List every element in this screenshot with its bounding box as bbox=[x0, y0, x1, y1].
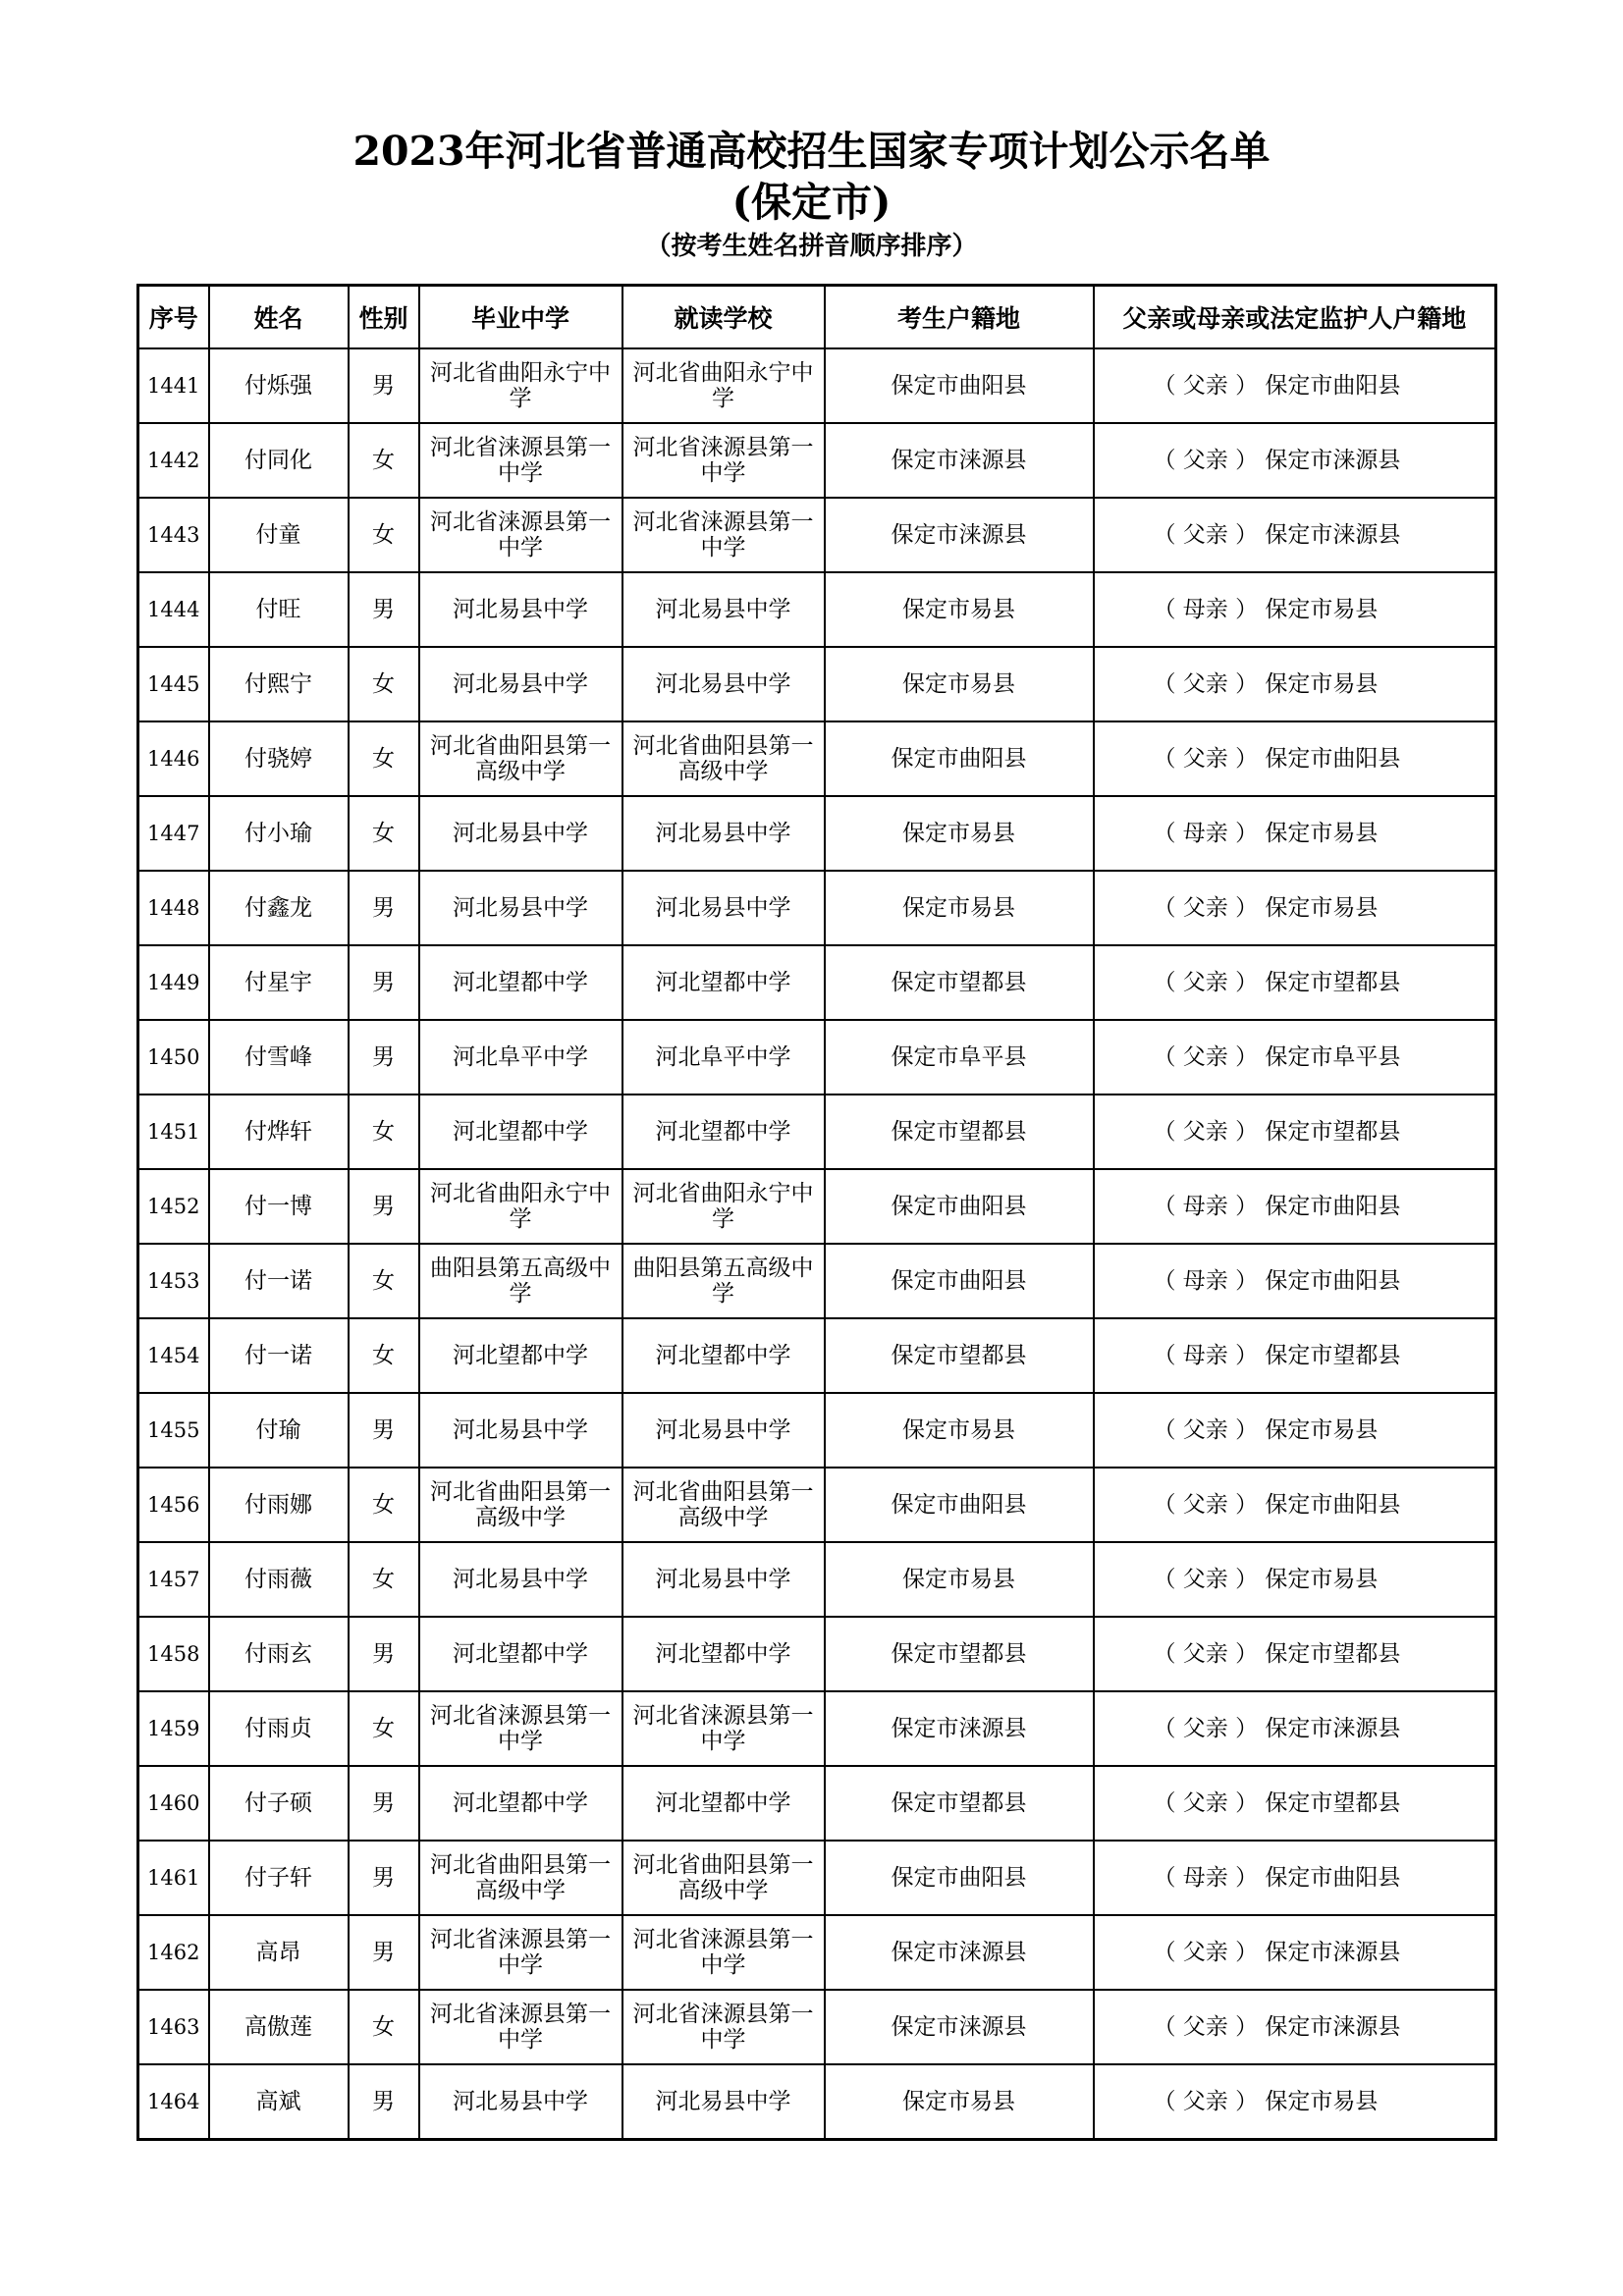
column-header-graduation-school: 毕业中学 bbox=[419, 286, 622, 349]
cell-number: 1455 bbox=[138, 1393, 209, 1468]
cell-number: 1451 bbox=[138, 1095, 209, 1169]
cell-gender: 女 bbox=[349, 1095, 419, 1169]
cell-student-hukou: 保定市易县 bbox=[825, 572, 1094, 647]
cell-student-hukou: 保定市曲阳县 bbox=[825, 1244, 1094, 1318]
cell-gender: 女 bbox=[349, 1318, 419, 1393]
table-header-row bbox=[138, 286, 1496, 349]
cell-graduation-school: 河北易县中学 bbox=[419, 1542, 622, 1617]
cell-name: 付小瑜 bbox=[209, 796, 349, 871]
cell-guardian-hukou: （ 母亲 ） 保定市曲阳县 bbox=[1094, 1841, 1496, 1915]
table-row bbox=[138, 348, 1496, 423]
cell-graduation-school: 河北望都中学 bbox=[419, 1318, 622, 1393]
cell-gender: 男 bbox=[349, 1393, 419, 1468]
cell-current-school: 河北望都中学 bbox=[622, 1766, 825, 1841]
cell-guardian-hukou: （ 母亲 ） 保定市易县 bbox=[1094, 796, 1496, 871]
cell-current-school: 河北省涞源县第一中学 bbox=[622, 1915, 825, 1990]
cell-number: 1462 bbox=[138, 1915, 209, 1990]
cell-gender: 女 bbox=[349, 423, 419, 498]
table-row bbox=[138, 945, 1496, 1020]
cell-student-hukou: 保定市易县 bbox=[825, 647, 1094, 721]
cell-gender: 女 bbox=[349, 721, 419, 796]
cell-graduation-school: 河北易县中学 bbox=[419, 2064, 622, 2140]
cell-name: 付雨玄 bbox=[209, 1617, 349, 1691]
cell-current-school: 河北省曲阳县第一高级中学 bbox=[622, 1841, 825, 1915]
cell-gender: 女 bbox=[349, 647, 419, 721]
cell-name: 付雨娜 bbox=[209, 1468, 349, 1542]
table-row bbox=[138, 1318, 1496, 1393]
column-header-name: 姓名 bbox=[209, 286, 349, 349]
cell-student-hukou: 保定市易县 bbox=[825, 871, 1094, 945]
cell-guardian-hukou: （ 父亲 ） 保定市涞源县 bbox=[1094, 1915, 1496, 1990]
cell-current-school: 河北阜平中学 bbox=[622, 1020, 825, 1095]
cell-student-hukou: 保定市涞源县 bbox=[825, 1990, 1094, 2064]
cell-student-hukou: 保定市阜平县 bbox=[825, 1020, 1094, 1095]
cell-number: 1456 bbox=[138, 1468, 209, 1542]
table-body bbox=[138, 348, 1496, 2140]
cell-graduation-school: 河北省曲阳县第一高级中学 bbox=[419, 721, 622, 796]
cell-graduation-school: 河北望都中学 bbox=[419, 945, 622, 1020]
cell-number: 1445 bbox=[138, 647, 209, 721]
cell-gender: 女 bbox=[349, 1691, 419, 1766]
cell-student-hukou: 保定市曲阳县 bbox=[825, 348, 1094, 423]
cell-number: 1458 bbox=[138, 1617, 209, 1691]
cell-gender: 女 bbox=[349, 1244, 419, 1318]
document-subtitle: (保定市) bbox=[731, 179, 892, 226]
cell-gender: 男 bbox=[349, 945, 419, 1020]
cell-gender: 女 bbox=[349, 1468, 419, 1542]
cell-graduation-school: 河北易县中学 bbox=[419, 1393, 622, 1468]
cell-guardian-hukou: （ 父亲 ） 保定市望都县 bbox=[1094, 1095, 1496, 1169]
cell-graduation-school: 河北省涞源县第一中学 bbox=[419, 498, 622, 572]
cell-current-school: 河北望都中学 bbox=[622, 1095, 825, 1169]
cell-graduation-school: 河北易县中学 bbox=[419, 796, 622, 871]
cell-guardian-hukou: （ 母亲 ） 保定市曲阳县 bbox=[1094, 1169, 1496, 1244]
table-row bbox=[138, 2064, 1496, 2140]
cell-name: 付一博 bbox=[209, 1169, 349, 1244]
cell-guardian-hukou: （ 父亲 ） 保定市易县 bbox=[1094, 647, 1496, 721]
cell-current-school: 河北望都中学 bbox=[622, 1617, 825, 1691]
table-row bbox=[138, 572, 1496, 647]
cell-guardian-hukou: （ 父亲 ） 保定市阜平县 bbox=[1094, 1020, 1496, 1095]
cell-graduation-school: 河北省曲阳县第一高级中学 bbox=[419, 1841, 622, 1915]
sort-note: （按考生姓名拼音顺序排序） bbox=[645, 232, 978, 261]
cell-number: 1457 bbox=[138, 1542, 209, 1617]
cell-current-school: 河北省涞源县第一中学 bbox=[622, 1691, 825, 1766]
cell-gender: 男 bbox=[349, 572, 419, 647]
cell-gender: 男 bbox=[349, 2064, 419, 2140]
cell-graduation-school: 河北望都中学 bbox=[419, 1095, 622, 1169]
cell-guardian-hukou: （ 父亲 ） 保定市涞源县 bbox=[1094, 1691, 1496, 1766]
cell-guardian-hukou: （ 父亲 ） 保定市望都县 bbox=[1094, 1766, 1496, 1841]
cell-number: 1448 bbox=[138, 871, 209, 945]
cell-graduation-school: 河北阜平中学 bbox=[419, 1020, 622, 1095]
cell-student-hukou: 保定市易县 bbox=[825, 1393, 1094, 1468]
cell-graduation-school: 河北易县中学 bbox=[419, 871, 622, 945]
cell-student-hukou: 保定市涞源县 bbox=[825, 498, 1094, 572]
cell-current-school: 河北易县中学 bbox=[622, 1393, 825, 1468]
cell-student-hukou: 保定市易县 bbox=[825, 1542, 1094, 1617]
cell-current-school: 河北望都中学 bbox=[622, 945, 825, 1020]
table-row bbox=[138, 1095, 1496, 1169]
table-row bbox=[138, 1020, 1496, 1095]
cell-student-hukou: 保定市望都县 bbox=[825, 1617, 1094, 1691]
cell-gender: 男 bbox=[349, 1169, 419, 1244]
column-header-gender: 性别 bbox=[349, 286, 419, 349]
cell-current-school: 河北省曲阳县第一高级中学 bbox=[622, 1468, 825, 1542]
table-row bbox=[138, 1691, 1496, 1766]
cell-name: 付雨贞 bbox=[209, 1691, 349, 1766]
cell-name: 付星宇 bbox=[209, 945, 349, 1020]
table-row bbox=[138, 1990, 1496, 2064]
cell-student-hukou: 保定市曲阳县 bbox=[825, 1468, 1094, 1542]
cell-current-school: 河北易县中学 bbox=[622, 796, 825, 871]
cell-number: 1464 bbox=[138, 2064, 209, 2140]
table-row bbox=[138, 1542, 1496, 1617]
cell-current-school: 河北望都中学 bbox=[622, 1318, 825, 1393]
cell-guardian-hukou: （ 父亲 ） 保定市曲阳县 bbox=[1094, 721, 1496, 796]
cell-gender: 女 bbox=[349, 796, 419, 871]
cell-guardian-hukou: （ 母亲 ） 保定市望都县 bbox=[1094, 1318, 1496, 1393]
cell-current-school: 河北省涞源县第一中学 bbox=[622, 423, 825, 498]
cell-student-hukou: 保定市望都县 bbox=[825, 1766, 1094, 1841]
cell-gender: 男 bbox=[349, 1020, 419, 1095]
cell-name: 付一诺 bbox=[209, 1318, 349, 1393]
cell-current-school: 河北省涞源县第一中学 bbox=[622, 498, 825, 572]
cell-graduation-school: 曲阳县第五高级中学 bbox=[419, 1244, 622, 1318]
table-row bbox=[138, 1468, 1496, 1542]
cell-guardian-hukou: （ 父亲 ） 保定市曲阳县 bbox=[1094, 348, 1496, 423]
cell-graduation-school: 河北省涞源县第一中学 bbox=[419, 1990, 622, 2064]
cell-number: 1454 bbox=[138, 1318, 209, 1393]
cell-gender: 男 bbox=[349, 1766, 419, 1841]
cell-gender: 女 bbox=[349, 1542, 419, 1617]
cell-student-hukou: 保定市曲阳县 bbox=[825, 1169, 1094, 1244]
cell-name: 付烨轩 bbox=[209, 1095, 349, 1169]
cell-name: 付子轩 bbox=[209, 1841, 349, 1915]
table-row bbox=[138, 1617, 1496, 1691]
cell-graduation-school: 河北省曲阳县第一高级中学 bbox=[419, 1468, 622, 1542]
cell-number: 1463 bbox=[138, 1990, 209, 2064]
table-row bbox=[138, 871, 1496, 945]
cell-guardian-hukou: （ 父亲 ） 保定市望都县 bbox=[1094, 945, 1496, 1020]
column-header-number: 序号 bbox=[138, 286, 209, 349]
cell-gender: 男 bbox=[349, 1915, 419, 1990]
cell-number: 1453 bbox=[138, 1244, 209, 1318]
cell-guardian-hukou: （ 父亲 ） 保定市涞源县 bbox=[1094, 498, 1496, 572]
cell-current-school: 河北易县中学 bbox=[622, 1542, 825, 1617]
cell-graduation-school: 河北省涞源县第一中学 bbox=[419, 423, 622, 498]
cell-name: 付同化 bbox=[209, 423, 349, 498]
cell-current-school: 河北易县中学 bbox=[622, 2064, 825, 2140]
cell-current-school: 河北易县中学 bbox=[622, 572, 825, 647]
cell-number: 1461 bbox=[138, 1841, 209, 1915]
cell-number: 1441 bbox=[138, 348, 209, 423]
cell-current-school: 河北省曲阳永宁中学 bbox=[622, 348, 825, 423]
cell-name: 付子硕 bbox=[209, 1766, 349, 1841]
table-row bbox=[138, 796, 1496, 871]
cell-guardian-hukou: （ 父亲 ） 保定市易县 bbox=[1094, 1393, 1496, 1468]
cell-name: 付雪峰 bbox=[209, 1020, 349, 1095]
cell-name: 付雨薇 bbox=[209, 1542, 349, 1617]
cell-student-hukou: 保定市望都县 bbox=[825, 945, 1094, 1020]
cell-number: 1446 bbox=[138, 721, 209, 796]
cell-graduation-school: 河北省曲阳永宁中学 bbox=[419, 348, 622, 423]
cell-name: 付烁强 bbox=[209, 348, 349, 423]
cell-student-hukou: 保定市曲阳县 bbox=[825, 721, 1094, 796]
cell-current-school: 河北省曲阳县第一高级中学 bbox=[622, 721, 825, 796]
cell-graduation-school: 河北省涞源县第一中学 bbox=[419, 1691, 622, 1766]
table-row bbox=[138, 1393, 1496, 1468]
table-row bbox=[138, 1766, 1496, 1841]
cell-current-school: 河北易县中学 bbox=[622, 647, 825, 721]
cell-number: 1459 bbox=[138, 1691, 209, 1766]
cell-name: 付童 bbox=[209, 498, 349, 572]
cell-guardian-hukou: （ 父亲 ） 保定市易县 bbox=[1094, 1542, 1496, 1617]
cell-number: 1447 bbox=[138, 796, 209, 871]
cell-current-school: 曲阳县第五高级中学 bbox=[622, 1244, 825, 1318]
cell-name: 付一诺 bbox=[209, 1244, 349, 1318]
cell-student-hukou: 保定市曲阳县 bbox=[825, 1841, 1094, 1915]
cell-student-hukou: 保定市涞源县 bbox=[825, 1915, 1094, 1990]
cell-guardian-hukou: （ 父亲 ） 保定市易县 bbox=[1094, 2064, 1496, 2140]
cell-graduation-school: 河北省曲阳永宁中学 bbox=[419, 1169, 622, 1244]
cell-name: 高昂 bbox=[209, 1915, 349, 1990]
cell-guardian-hukou: （ 母亲 ） 保定市曲阳县 bbox=[1094, 1244, 1496, 1318]
cell-student-hukou: 保定市易县 bbox=[825, 2064, 1094, 2140]
cell-guardian-hukou: （ 父亲 ） 保定市易县 bbox=[1094, 871, 1496, 945]
cell-graduation-school: 河北易县中学 bbox=[419, 647, 622, 721]
column-header-guardian-hukou: 父亲或母亲或法定监护人户籍地 bbox=[1094, 286, 1496, 349]
cell-guardian-hukou: （ 父亲 ） 保定市涞源县 bbox=[1094, 1990, 1496, 2064]
cell-gender: 男 bbox=[349, 348, 419, 423]
cell-guardian-hukou: （ 母亲 ） 保定市易县 bbox=[1094, 572, 1496, 647]
cell-name: 付瑜 bbox=[209, 1393, 349, 1468]
table-row bbox=[138, 1244, 1496, 1318]
cell-gender: 男 bbox=[349, 1617, 419, 1691]
table-row bbox=[138, 721, 1496, 796]
document-title: 2023年河北省普通高校招生国家专项计划公示名单 bbox=[352, 128, 1271, 175]
cell-name: 付骁婷 bbox=[209, 721, 349, 796]
cell-student-hukou: 保定市易县 bbox=[825, 796, 1094, 871]
table-row bbox=[138, 1841, 1496, 1915]
cell-student-hukou: 保定市望都县 bbox=[825, 1095, 1094, 1169]
cell-number: 1450 bbox=[138, 1020, 209, 1095]
cell-number: 1460 bbox=[138, 1766, 209, 1841]
cell-current-school: 河北易县中学 bbox=[622, 871, 825, 945]
cell-name: 付熙宁 bbox=[209, 647, 349, 721]
cell-number: 1444 bbox=[138, 572, 209, 647]
cell-name: 付鑫龙 bbox=[209, 871, 349, 945]
cell-name: 高傲莲 bbox=[209, 1990, 349, 2064]
table-row bbox=[138, 498, 1496, 572]
cell-student-hukou: 保定市涞源县 bbox=[825, 423, 1094, 498]
table-row bbox=[138, 1915, 1496, 1990]
column-header-student-hukou: 考生户籍地 bbox=[825, 286, 1094, 349]
table-row bbox=[138, 647, 1496, 721]
cell-guardian-hukou: （ 父亲 ） 保定市望都县 bbox=[1094, 1617, 1496, 1691]
cell-guardian-hukou: （ 父亲 ） 保定市曲阳县 bbox=[1094, 1468, 1496, 1542]
cell-graduation-school: 河北省涞源县第一中学 bbox=[419, 1915, 622, 1990]
cell-current-school: 河北省涞源县第一中学 bbox=[622, 1990, 825, 2064]
cell-number: 1452 bbox=[138, 1169, 209, 1244]
cell-gender: 男 bbox=[349, 1841, 419, 1915]
table-row bbox=[138, 423, 1496, 498]
cell-name: 高斌 bbox=[209, 2064, 349, 2140]
cell-graduation-school: 河北望都中学 bbox=[419, 1617, 622, 1691]
cell-graduation-school: 河北望都中学 bbox=[419, 1766, 622, 1841]
cell-name: 付旺 bbox=[209, 572, 349, 647]
student-roster-table bbox=[136, 284, 1497, 2141]
cell-student-hukou: 保定市望都县 bbox=[825, 1318, 1094, 1393]
cell-gender: 男 bbox=[349, 871, 419, 945]
cell-student-hukou: 保定市涞源县 bbox=[825, 1691, 1094, 1766]
cell-gender: 女 bbox=[349, 498, 419, 572]
column-header-current-school: 就读学校 bbox=[622, 286, 825, 349]
cell-gender: 女 bbox=[349, 1990, 419, 2064]
cell-guardian-hukou: （ 父亲 ） 保定市涞源县 bbox=[1094, 423, 1496, 498]
cell-graduation-school: 河北易县中学 bbox=[419, 572, 622, 647]
cell-number: 1442 bbox=[138, 423, 209, 498]
table-row bbox=[138, 1169, 1496, 1244]
cell-number: 1443 bbox=[138, 498, 209, 572]
cell-number: 1449 bbox=[138, 945, 209, 1020]
cell-current-school: 河北省曲阳永宁中学 bbox=[622, 1169, 825, 1244]
